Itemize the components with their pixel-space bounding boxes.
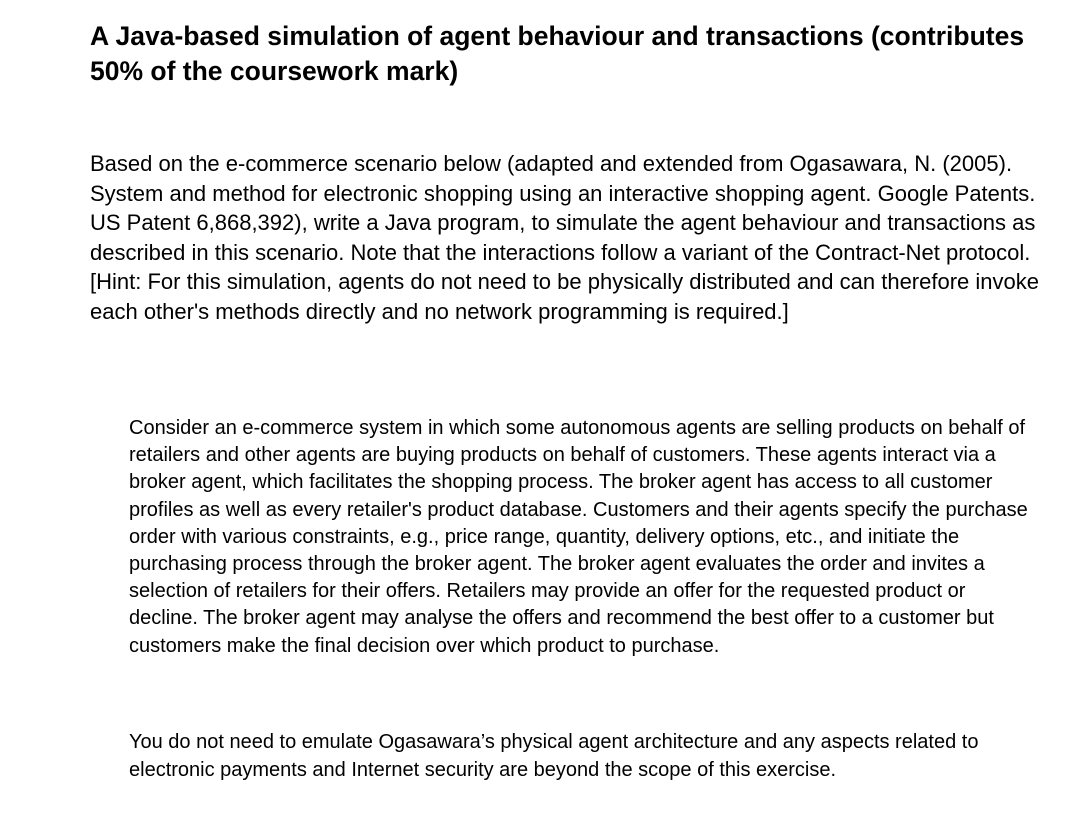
document-title: A Java-based simulation of agent behaviour and transactions (contributes 50% of the coursework mark) — [90, 21, 1025, 86]
scope-note-paragraph: You do not need to emulate Ogasawara’s physical agent architecture and any aspects related to electronic payments and Internet security are beyond the scope of this exercise. — [129, 731, 979, 781]
intro-paragraph: Based on the e-commerce scenario below (adapted and extended from Ogasawara, N. (2005). System and method for electronic shopping using an interactive shopping agent. Google Patents. US Patent 6,868,392), write a Java program, to simulate the agent behaviour and transactions as described in this scenario. Note that the interactions follow a variant of the Contract-Net protocol. [Hint: For this simulation, agents do not need to be physically distributed and can therefore invoke each other's methods directly and no network programming is required.] — [90, 151, 1039, 324]
scenario-paragraph: Consider an e-commerce system in which some autonomous agents are selling products on behalf of retailers and other agents are buying products on behalf of customers. These agents interact via a broker agent, which facilitates the shopping process. The broker agent has access to all customer profiles as well as every retailer's product database. Customers and their agents specify the purchase order with various constraints, e.g., price range, quantity, delivery options, etc., and initiate the purchasing process through the broker agent. The broker agent evaluates the order and invites a selection of retailers for their offers. Retailers may provide an offer for the requested product or decline. The broker agent may analyse the offers and recommend the best offer to a customer but customers make the final decision over which product to purchase. — [129, 417, 1028, 657]
